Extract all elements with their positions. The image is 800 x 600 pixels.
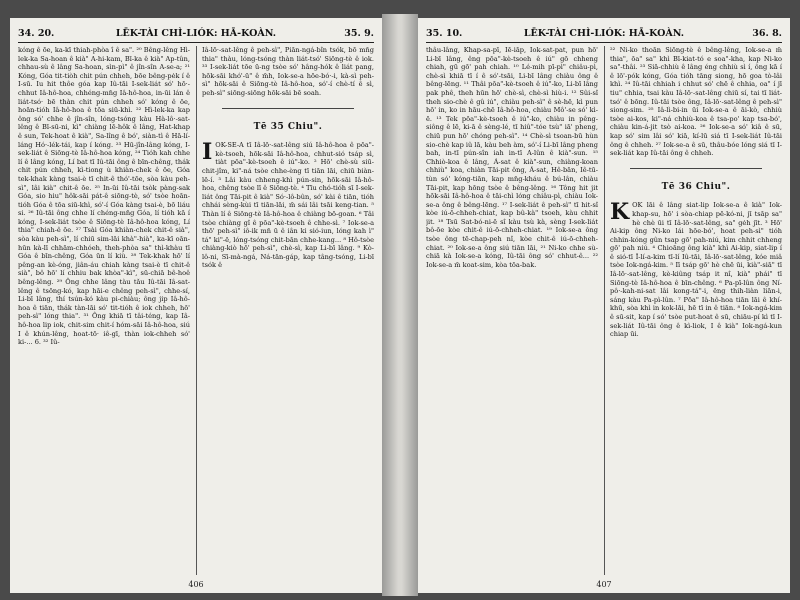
text-column-1 [426, 46, 598, 575]
text-column-2 [610, 46, 782, 575]
running-header [426, 26, 782, 43]
drop-cap: I [202, 139, 213, 166]
chapter-body [202, 141, 374, 270]
text-column-2 [202, 46, 374, 575]
column-text: ²² Ni-ko thoān Siōng-tè ê bêng-lêng, Iok-se-a m̄ thia", ōa" sa" khì Bī-kiat-tó e soa"-kha, kap Ni-ko sa"-thâi. ²³ Siā-chhiù ê lâng éng chhiù sì í, ông kā í ê lō'-pók kóng, Góa tióh tāng siong, hō goa tò-lâi khì. ²⁴ Iû-tāi chhiah i chhut só' chē ê chhia, oa" í jī tiu" chhia, tsai kàu Iâ-lō·-sat-lêng chiū sí, tai tī liát-tsó' ê bōng. Iû-tāi tsòe ông, Iâ-lō·-sat-lêng ê peh-sì" siong-sim. ²⁵ Iâ-lì-bi-in ūi Iok-se-a ê āi-kò, chhiù tsòe ai-kos, ki"-ná chhiù-koa ê tsa-po' kap tsa-bó', chiàu kin-á-jit tsò ai-koa. ²⁶ Iok-se-a só' kiâ ê sū, kap só' sim lâi só' kiā, kí-lū siá tī I-sek-liát Iû-tāi ông ê chheh. ²⁷ Iok-se-a ê sū, thâu-bóe lóng siá tī I-sek-liát kap Iû-tāi ông ê chheh. [610, 46, 782, 158]
header-chapter-verse-start: 35. 10. [426, 28, 463, 39]
drop-cap: K [610, 199, 630, 226]
right-page [418, 18, 790, 593]
header-book-title: LĒK-TÀI CHÌ-LIÓK: HĀ-KOÀN. [115, 28, 277, 39]
chapter-heading: Tē 35 Chiu". [253, 121, 323, 132]
section-rule [222, 108, 354, 109]
book-gutter [382, 14, 418, 596]
page-number: 407 [596, 580, 612, 589]
left-page [10, 18, 382, 593]
column-text: thâu-lâng, Khap-sa-pī, Iē-iāp, Iok-sat-pat, pun hō' Li-bī lâng, êng pōa"-kè-tsoeh ê iú" gō chheng chiah, gū gō' pah chiah. ¹⁰ Lé-mih pī-pì" chiâu-pì, chè-sì khiā tī í ê só'-tsāi, Li-bī lâng chiàu ông ê bêng-lēng. ¹¹ Thâi pōa"-kè-tsoeh ê iú"-ko, Li-bī lâng pak phê, theh hūn hō' chè-sì, chè-sì hiù-i. ¹² Sûi-sî theh sio-chè ê gû iú", chiàu peh-sì" ê sè-hē, kì pun hō' in, ko in hāu-chē Iâ-hô-hoa, chiàu Mô'-se só' kì-ē. ¹³ Tek pōa"-kè-tsoeh ê iú"-ko, chiàu in pêng-siông ê lē, ki-ā ê sèng-lé, tī hiû"-tóe tsù" iā' pheng, chiū pun hō' chóng peh-sì". ¹⁴ Chè-sì tsoan-bū hùn sio-chè kap iû lā, kàu beh àm, só'-í Li-bī lâng pheng bah, in-tī pún-sîn iah in-tī A-lûn ê kià"-sun. ¹⁵ Chhiò-koa ê lâng, Á-sat ê kià"-sun, chiàng-koan chhiù" koa, chiàn Tāi-pit ông, Á-sat, Hê-bān, Iê-tū-tùn só' kóng-tiān, kap mn̄g-kháu ê bú-lân, chiàu Tāi-pit, kap hōng tsòe ê bêng-lêng. ¹⁶ Tông hit jit hōk-sāi Iâ-hô-hoa ê tāi-chì lóng chiâu-pì, chiàu Iok-se-a ông ê bêng-lēng. ¹⁷ I-sek-liát ê peh-sì" tī hit-sî kòe iú-ō-chheh-chiat, kap bû-kà" tsoeh, kàu chhit jit. ¹⁸ Tsū Sat-bó-ni-ē sî kàu tsù kà, sèng I-sek-liát bô-ōe kòe chit-ê iú-ō-chheh-chiat. ¹⁹ Iok-se-a ông tsòe ông tē-chap-peh nî, kòe chit-ê iú-ō-chheh-chiat. ²⁰ Iok-se-a ông siú tiān lāi, ²¹ Ni-ko chhe sù-chiā kà Iok-se-a kóng, Iû-tāi ông só' chhut-ê... ²² Iok-se-a m̄ koat-sim, kòa tōa-bak. [426, 46, 598, 269]
text-column-1 [18, 46, 190, 575]
column-text: Iâ-lō·-sat-lêng ê peh-sì", Piān-ngá-bîn tsók, bō mn̄g thia" thàu, lóng-tsóng thàn liát-tsó' Siōng-tè ê iok. ³³ I-sek-liát tōe ū-ng tsòe só' hâng-hók ê liát pang, hōk-sāi khó'-ū" ê m̄h, Iok-se-a hōe-bó·-i, kà-sì peh-sì" hōk-sāi ê Siōng-tè Iâ-hô-hoa, só'-í chè-tí ê sì, peh-sì" siōng-siōng hōk-sāi bē soah. [202, 46, 374, 97]
header-chapter-verse-end: 35. 9. [344, 28, 374, 39]
section-rule [630, 168, 762, 169]
text-columns [18, 46, 374, 575]
column-text: kóng ê ōe, ka-kī thiah-phòa î ê sa". ²⁰ Bêng-lêng Hì-lek-ka Sa-hoan ê kià" A-hi-kam, Bī-ka ê kià" Ap-tûn, chhau-sù ê lâng Sa-hoan, sìn-pì" ê jîn-sîn A-se-a; ²¹ Kóng, Góa tit-tiòh chit pún chheh, bōe bêng-pėk í ê I-sū. Iu hit thôe góa kap Iû-tāi I-sek-liát só' hō·-chhut Iâ-hô-hoa, chhéng-mn̄g Iâ-hô-hoa, in-ūi lán ê liát-tsó· bē thàn chit pún chheh só' kóng ê ōe, hoān-tióh Iâ-hô-hoa ê tōa siū-khì. ²² Hì-lek-ka kap ông só' chhe ê jîn-sîn, lóng-tsóng kàu Hà-lô·-sat-lêng ê Bī-sū-ni, kì" chiàng lē-hôk ê lâng, Hat-khap ê sun, Tek-hoat ê kià", Sa-lîng ê bó', siàn-tì ê Hā-lí-láng Hó·-lék-tái, kap í kóng. ²³ Hū-jîn-lâng kóng, I-sek-liát ê Siōng-tè Iâ-hô-hoa kóng, ²⁴ Tióh kah chhe lí ê lâng kóng, Lí bat tī Iû-tāi ông ê bīn-chêng, thák chit pún chheh, kì-tiong ù khiàn-chek ê ōe, Góa tek-khak kàng tsai-è tī chit-ê thó'-tōe, sòa kàu peh-sì", lâi kià" chit-ê ōe. ²⁵ In-ūi Iû-tāi tsòk pàng-sak Góa, sio hiu" hôk-sāi pát-ê siōng-tè, só' tsòe hoān-tióh Góa ê tōa siū-khì, só'-í Góa kàng tsai-è, bō liáu si. ²⁶ Iû-tāi ông chhe lí chéng-mn̄g Góa, lí tióh kā í kóng, I-sek-liát tsòe ê Siōng-tè Iâ-hô-hoa kóng, Lí thia" chiah-ê ōe. ²⁷ Tsài Góa khiàn-chek chit-ê sià", sòa kàu peh-sì", lí chiū sim-lāi khà"-hià", ka-kī oān-hūn kà-lī chhām-chhóeh, theh-phòa sa" thì-khàu tī Góa ê bīn-chêng, Góa ūn lí kiù. ²⁸ Tek-khak hō' lí pêng-an kè-óng, jiân-áu chiah kàng tsai-è tī chit-ê sià", bô hō' lí chhiu bak khòa"-kì", sū-chiā bê-hoê bêng-lêng. ²⁹ Ông chhe lâng tàu tǎu Iû-tāi Iâ-sat-lêng ê tsōng-kó, kap hāi-e chêng peh-sì", chhe-sí, Li-bī lâng, thí tsún-kó kàu pi-chiàu; ông jip Iâ-hô-hoa ê tiān, thák tàn-lāi só' tit-tióh ê iok chheh, hō' peh-sì" lóng thia". ³¹ Ông khiā tī tâi-téng, kap Iâ-hô-hoa lip iok, chit-sim chit-í hóm-sāi Iâ-hô-hoa, siú I ê khún-lêng, hoat-tō· iê-gī, thàn iok-chheh só' ki-... 6. ³² Iû- [18, 46, 190, 347]
column-divider [604, 46, 605, 575]
running-header [18, 26, 374, 43]
chapter-heading: Tē 36 Chiu". [661, 181, 731, 192]
chapter-text: OK-SE-A tī Iâ-lō·-sat-lêng siú Iâ-hô-hoa ê pōa"-kè-tsoeh, hōk-sāi Iâ-hô-hoa, chhut-sió tsáp sì, tiàt pōa"-kè-tsoeh ê iú"-ko. ² Hō' chè-sù siū-chit-jîm, ki"-ná tsòe chhe-èng tī tiān lāi, chiū biàn-lē-í. ³ Lâi kàu chheng-khì pún-sin, hōk-sāi Iâ-hô-hoa, chêng tsòe lī ê Siōng-tè. ⁴ Tīu chó-tióh sī I-sek-liát ông Tāi-pit ê kià" Só·-lô-bûn, só' kài ê tiān, tióh chhái sèng-kùi tī tiān-lāi, m̄ sái lâi tsāi keng-tian. ⁵ Thàn lí ê Siōng-tè Iâ-hô-hoa ê chiàng bō-goan. ⁶ Tâi tsòe chiàng gî ê pōa"-kè-tsoeh ê chhe-sì. ⁷ Iok-se-a thō' peh-sì" iô-ik mn̄ ū ê iân ki sió-iun, lóng kah ì" tá" ki"-ē, lóng-tsóng chit-bān chhe-kang... ⁸ Hô-tsòe chiàng-kiò hō' peh-sì", chè-sì, kap Li-bī lâng. ⁹ Kò-lô-ni, Sī-mà-ngá, Ná-tān-gáp, kap tâng-tsóng, Li-bī tsók ê [202, 141, 374, 270]
text-columns [426, 46, 782, 575]
column-divider [196, 46, 197, 575]
header-book-title: LĒK-TÀI CHÌ-LIÓK: HĀ-KOÀN. [523, 28, 685, 39]
header-chapter-verse-end: 36. 8. [752, 28, 782, 39]
chapter-body [610, 201, 782, 339]
header-chapter-verse-start: 34. 20. [18, 28, 55, 39]
chapter-text: OK lāi ê lâng siat-lip Iok-se-a ê kià" Iok-khap-su, hō' i sòa-chiap pē-kó-ni, jī tsāp sa" hè chè ūi tī Iâ-lō·-sat-lêng, sa" gėh jīt. ³ Hō' Ai-kip ông Ni-ko lái hōe-bó', hoat peh-sì" tióh chhin-kóng gûn tsap gō' pah-niú, kim chhit chheng gō' pah niú. ⁴ Chioāng ông kià" khì Ai-kip, siat-lip í ê sió-tī Î-lí-a-kim tī-lí Iû-tāi, Iâ-lō·-sat-lêng, kóe miâ tsòe Iok-ngá-kim. ⁵ Iī tsáp gō' hè chē ūi, kià"-siā" tī Iâ-lō·-sat-lêng, kè-kiûng tsáp it nî, kià" phái" tī Siōng-tè Iâ-hô-hoa ê bīn-chêng. ⁶ Pa-pī-lûn ông Ní-pô·-kah-ni-sat lâi kong-tá"-i, ēng thih-liàn liān-i, sáng kàu Pa-pì-lûn. ⁷ Pōa" Iâ-hô-hoa tiān lāi ê khí-khū, sòa khì in kok-lāi, hē tī in ê tiān. ⁸ Iok-ngá-kim ê sū-sit, kap í só' tsòe put-hoat ê sū, chiāu-pí kì tī I-sek-liát Iû-tāi ông ê kì-liok, I ê kià" Iok-ngá-kun chiap ūi. [610, 201, 782, 339]
page-number: 406 [188, 580, 204, 589]
